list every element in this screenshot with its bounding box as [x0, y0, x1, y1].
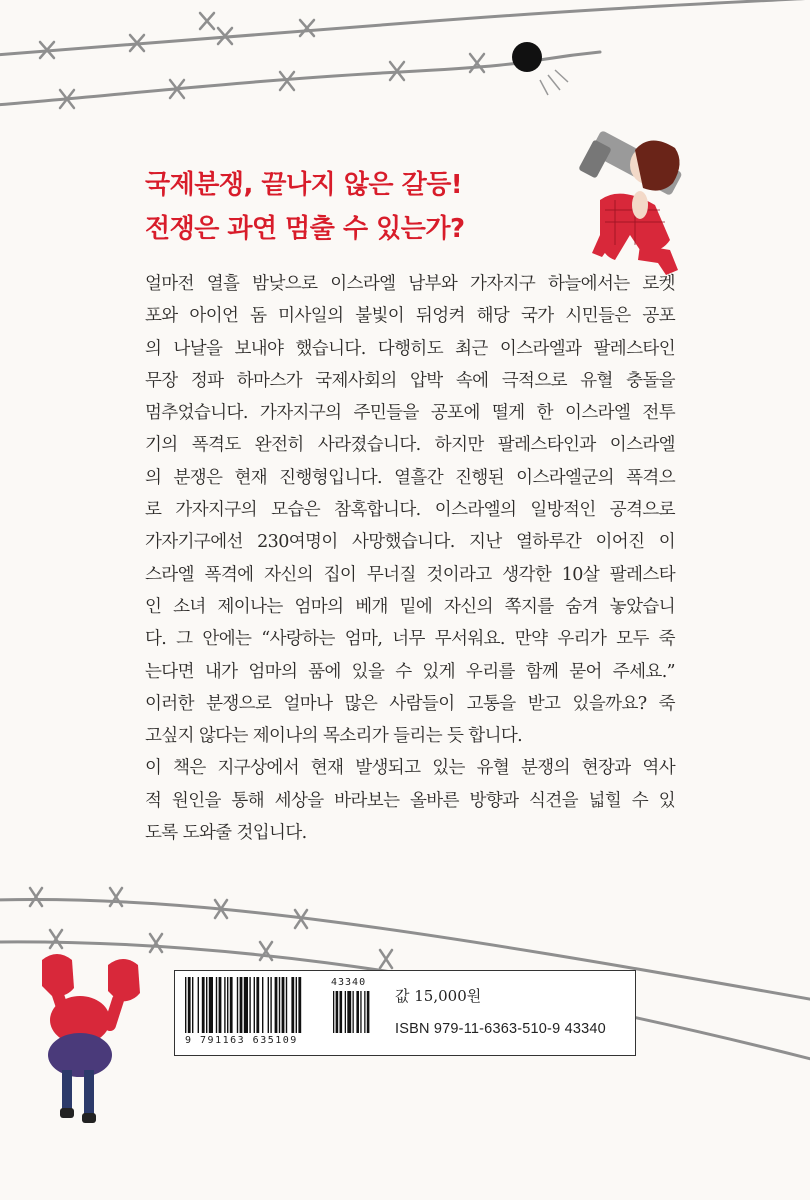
body-line: 스라엘 폭격에 자신의 집이 무너질 것이라고 생각한 10살 팔레스타 — [145, 564, 675, 585]
soldier-with-bazooka-icon — [578, 130, 683, 275]
body-line: 의 나날을 보내야 했습니다. 다행히도 최근 이스라엘과 팔레스타인 — [145, 338, 675, 359]
isbn: ISBN 979-11-6363-510-9 43340 — [395, 1021, 606, 1037]
hanging-figure-icon — [42, 954, 140, 1123]
headline-line-2: 전쟁은 과연 멈출 수 있는가? — [145, 214, 465, 244]
headline-line-1: 국제분쟁, 끝나지 않은 갈등! — [145, 170, 463, 200]
body-line: 가자기구에선 230여명이 사망했습니다. 지난 열하루간 이어진 이 — [145, 532, 675, 553]
body-line: 도록 도와줄 것입니다. — [145, 823, 307, 844]
barcode-digits: 9 791163 635109 — [185, 1035, 298, 1046]
body-line: 기의 폭격도 완전히 사라졌습니다. 하지만 팔레스타인과 이스라엘 — [145, 435, 675, 456]
body-line: 적 원인을 통해 세상을 바라보는 올바른 방향과 식견을 넓힐 수 있 — [145, 790, 675, 811]
barcode-addon-number: 43340 — [331, 977, 367, 988]
body-line: 무장 정파 하마스가 국제사회의 압박 속에 극적으로 유혈 충돌을 — [145, 370, 675, 391]
body-line: 이러한 분쟁으로 얼마나 많은 사람들이 고통을 받고 있을까요? 죽 — [145, 693, 675, 714]
price: 값 15,000원 — [395, 987, 482, 1005]
headline — [145, 163, 465, 251]
body-line: 얼마전 열흘 밤낮으로 이스라엘 남부와 가자지구 하늘에서는 로켓 — [145, 274, 675, 294]
barbed-wire-top-icon — [0, 0, 810, 108]
body-text — [145, 268, 675, 849]
body-line: 이 책은 지구상에서 현재 발생되고 있는 유혈 분쟁의 현장과 역사 — [145, 758, 675, 779]
barcode-box — [174, 970, 636, 1056]
body-line: 는다면 내가 엄마의 품에 있을 수 있게 우리를 함께 묻어 주세요.” — [145, 661, 675, 682]
body-line: 고싶지 않다는 제이나의 목소리가 들리는 듯 합니다. — [145, 726, 523, 747]
body-line: 다. 그 안에는 “사랑하는 엄마, 너무 무서워요. 만약 우리가 모두 죽 — [145, 629, 675, 650]
black-ball-icon — [512, 42, 542, 72]
body-line: 포와 아이언 돔 미사일의 불빛이 뒤엉켜 해당 국가 시민들은 공포 — [145, 306, 675, 327]
body-line: 인 소녀 제이나는 엄마의 베개 밑에 자신의 쪽지를 숨겨 놓았습니 — [145, 596, 675, 617]
ball-motion-lines-icon — [540, 70, 568, 95]
body-line: 로 가자지구의 모습은 참혹합니다. 이스라엘의 일방적인 공격으로 — [145, 500, 675, 521]
body-line: 의 분쟁은 현재 진행형입니다. 열흘간 진행된 이스라엘군의 폭격으 — [145, 467, 675, 488]
body-line: 멈추었습니다. 가자지구의 주민들을 공포에 떨게 한 이스라엘 전투 — [145, 403, 675, 424]
